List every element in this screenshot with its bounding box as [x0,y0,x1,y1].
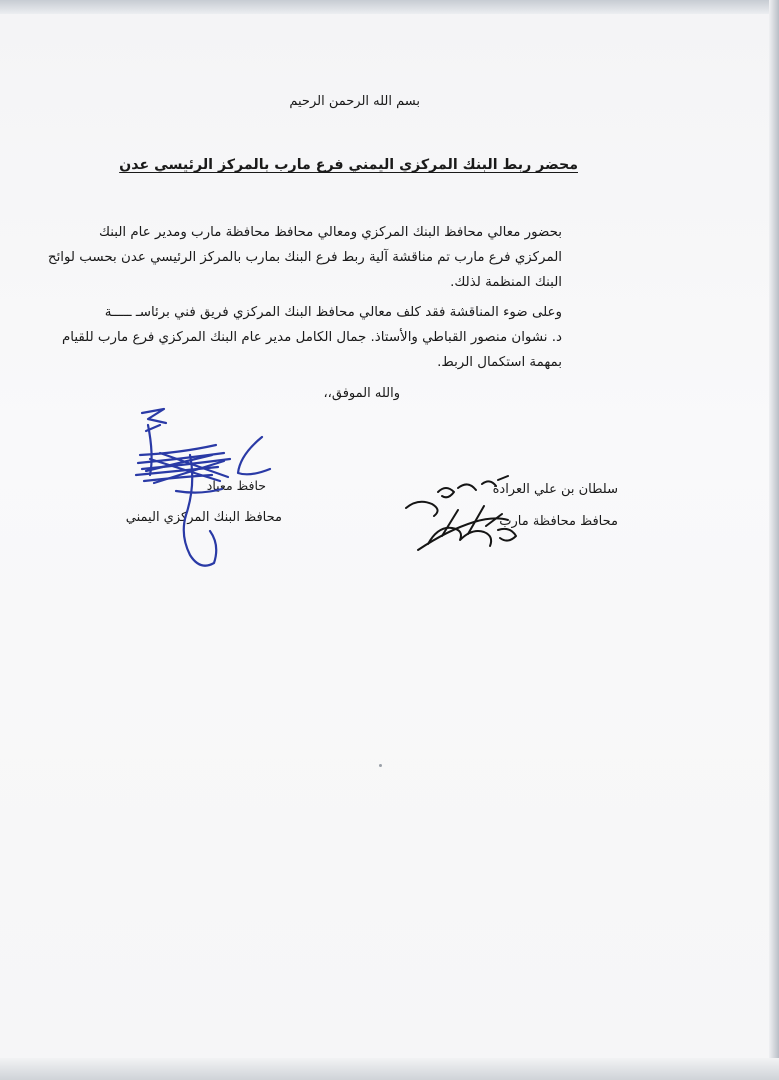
scan-bottom-edge [0,1058,779,1080]
blue-signature [120,395,280,585]
paragraph1-line3: البنك المنظمة لذلك. [450,275,562,290]
paragraph1-line1: بحضور معالي محافظ البنك المركزي ومعالي محافظ محافظة مارب ومدير عام البنك [98,225,562,240]
paragraph1-line2: المركزي فرع مارب تم مناقشة آلية ربط فرع البنك بمارب بالمركز الرئيسي عدن بحسب لوائح [47,250,562,265]
document-title: محضر ربط البنك المركزي اليمني فرع مارب بالمركز الرئيسي عدن [119,157,578,173]
signatory-right-title: محافظ محافظة مارب [499,514,618,529]
scan-top-edge [0,0,779,14]
scan-right-edge [769,0,779,1080]
signatory-left-name: حافظ معياد [206,478,266,493]
paragraph2-line1: وعلى ضوء المناقشة فقد كلف معالي محافظ البنك المركزي فريق فني برئاسـ ـــــة [104,305,562,320]
scan-speck [379,764,382,767]
signatory-right-name: سلطان بن علي العرادة [492,482,618,497]
signatory-left-title: محافظ البنك المركزي اليمني [125,510,282,525]
black-signature [398,470,538,560]
basmala: بسم الله الرحمن الرحيم [289,94,420,109]
closing-line: والله الموفق،، [323,386,400,401]
paragraph2-line2: د. نشوان منصور القباطي والأستاذ. جمال الكامل مدير عام البنك المركزي فرع مارب للقيام [61,330,562,345]
paragraph2-line3: بمهمة استكمال الربط. [437,355,562,370]
